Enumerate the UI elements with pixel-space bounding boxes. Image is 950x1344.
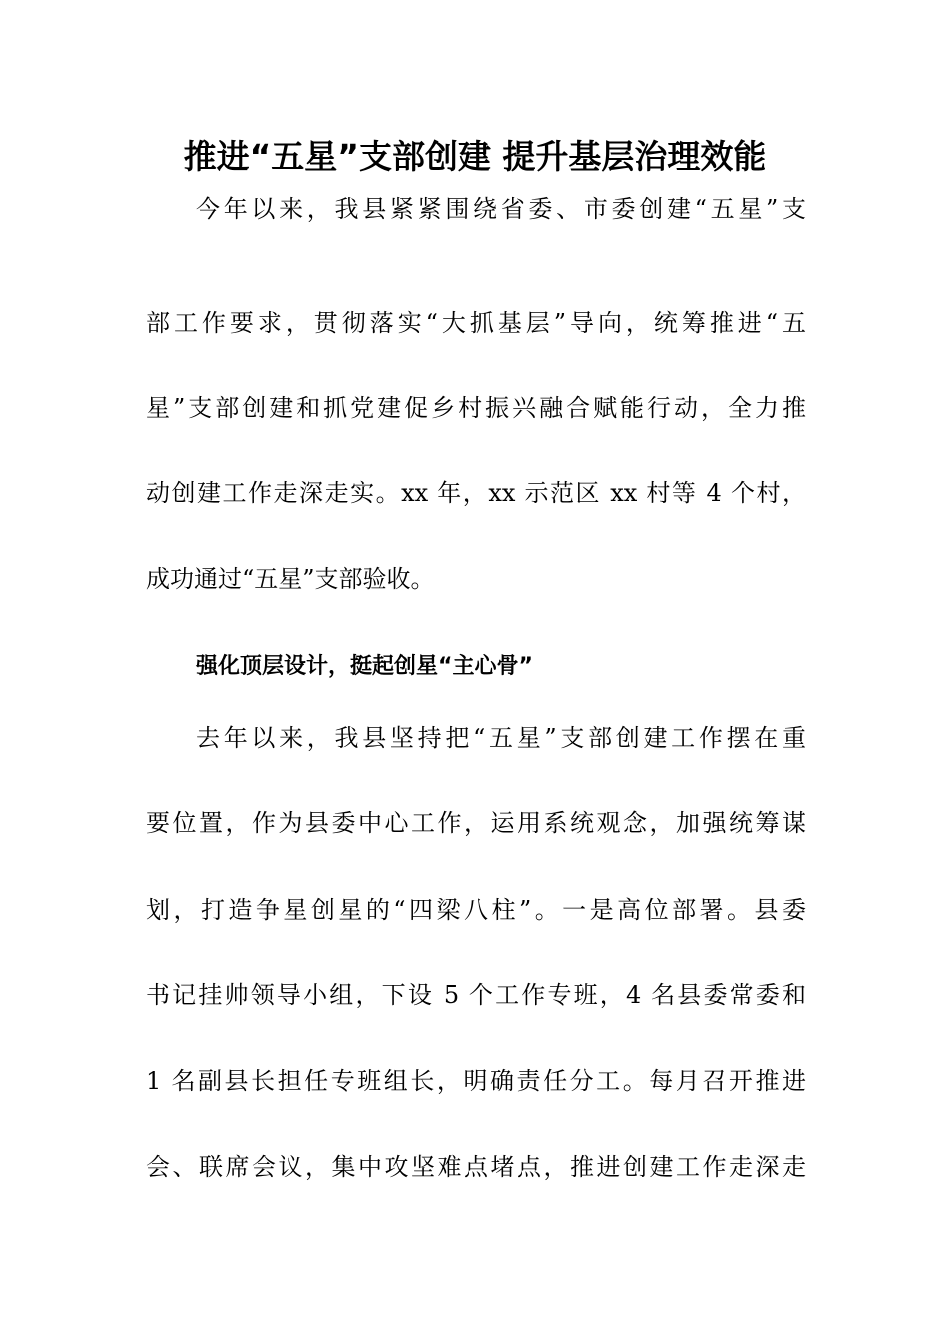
paragraph-line: 部工作要求，贯彻落实“大抓基层”导向，统筹推进“五 <box>146 309 806 337</box>
paragraph-line: 要位置，作为县委中心工作，运用系统观念，加强统筹谋 <box>146 809 806 837</box>
paragraph-line: 1 名副县长担任专班组长，明确责任分工。每月召开推进 <box>146 1067 806 1095</box>
paragraph-line: 动创建工作走深走实。xx 年，xx 示范区 xx 村等 4 个村， <box>146 479 806 507</box>
section-heading: 强化顶层设计，挺起创星“主心骨” <box>196 654 533 679</box>
document-title: 推进“五星”支部创建 提升基层治理效能 <box>183 137 767 176</box>
paragraph-line: 星”支部创建和抓党建促乡村振兴融合赋能行动，全力推 <box>146 394 806 422</box>
paragraph-line: 今年以来，我县紧紧围绕省委、市委创建“五星”支 <box>196 195 806 223</box>
paragraph-line: 会、联席会议，集中攻坚难点堵点，推进创建工作走深走 <box>146 1153 806 1181</box>
paragraph-line: 划，打造争星创星的“四梁八柱”。一是高位部署。县委 <box>146 896 806 924</box>
paragraph-line: 书记挂帅领导小组，下设 5 个工作专班，4 名县委常委和 <box>146 981 806 1009</box>
paragraph-line: 成功通过“五星”支部验收。 <box>146 565 435 593</box>
paragraph-line: 去年以来，我县坚持把“五星”支部创建工作摆在重 <box>196 724 806 752</box>
